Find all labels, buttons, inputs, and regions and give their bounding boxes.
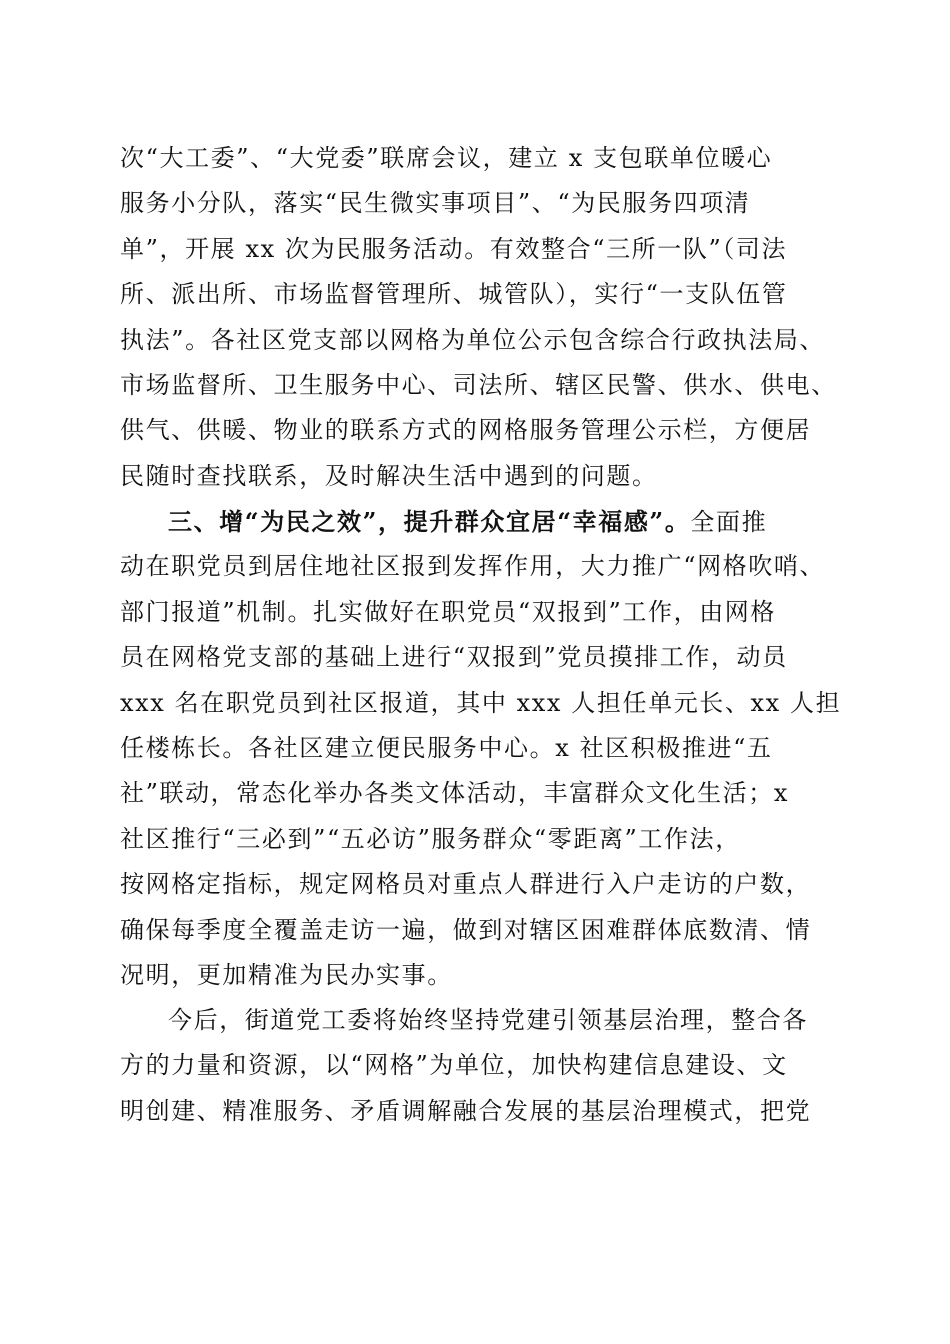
text-line: 所、派出所、市场监督管理所、城管队），实行“一支队伍管 (120, 280, 788, 309)
text-line: 供气、供暖、物业的联系方式的网格服务管理公示栏，方便居 (120, 416, 812, 445)
text-line: 况明，更加精准为民办实事。 (120, 960, 453, 989)
text-line: 员在网格党支部的基础上进行“双报到”党员摸排工作，动员 (120, 643, 788, 672)
text-line: 服务小分队，落实“民生微实事项目”、“为民服务四项清 (120, 189, 751, 218)
text-line: 市场监督所、卫生服务中心、司法所、辖区民警、供水、供电、 (120, 370, 837, 399)
text-line: 任楼栋长。各社区建立便民服务中心。x 社区积极推进“五 (120, 733, 773, 762)
text-line: 民随时查找联系，及时解决生活中遇到的问题。 (120, 461, 658, 490)
text-line: 部门报道”机制。扎实做好在职党员“双报到”工作，由网格 (120, 597, 777, 626)
text-line: 社区推行“三必到”“五必访”服务群众“零距离”工作法， (120, 824, 741, 853)
text-line: 社”联动，常态化举办各类文体活动，丰富群众文化生活；x (120, 779, 790, 808)
text-run: 全面推 (690, 508, 768, 536)
text-line: xxx 名在职党员到社区报道，其中 xxx 人担任单元长、xx 人担 (120, 688, 842, 717)
text-line: 动在职党员到居住地社区报到发挥作用，大力推广“网格吹哨、 (120, 552, 826, 581)
text-line: 按网格定指标，规定网格员对重点人群进行入户走访的户数， (120, 870, 812, 899)
text-line: 确保每季度全覆盖走访一遍，做到对辖区困难群体底数清、情 (120, 915, 812, 944)
section-heading: 三、增“为民之效”，提升群众宜居“幸福感”。 (168, 507, 691, 536)
paragraph-conclusion (120, 998, 835, 1134)
text-line: 单”，开展 xx 次为民服务活动。有效整合“三所一队”（司法 (120, 234, 788, 263)
text-line: 今后，街道党工委将始终坚持党建引领基层治理，整合各 (168, 1006, 808, 1034)
paragraph-section-three (120, 499, 842, 998)
text-line: 方的力量和资源，以“网格”为单位，加快构建信息建设、文 (120, 1051, 788, 1080)
section-heading-line (120, 499, 835, 544)
paragraph-grid-services (120, 136, 835, 499)
text-line: 次“大工委”、“大党委”联席会议，建立 x 支包联单位暖心 (120, 144, 773, 172)
text-line: 执法”。各社区党支部以网格为单位公示包含综合行政执法局、 (120, 325, 826, 354)
text-line: 明创建、精准服务、矛盾调解融合发展的基层治理模式，把党 (120, 1096, 812, 1125)
